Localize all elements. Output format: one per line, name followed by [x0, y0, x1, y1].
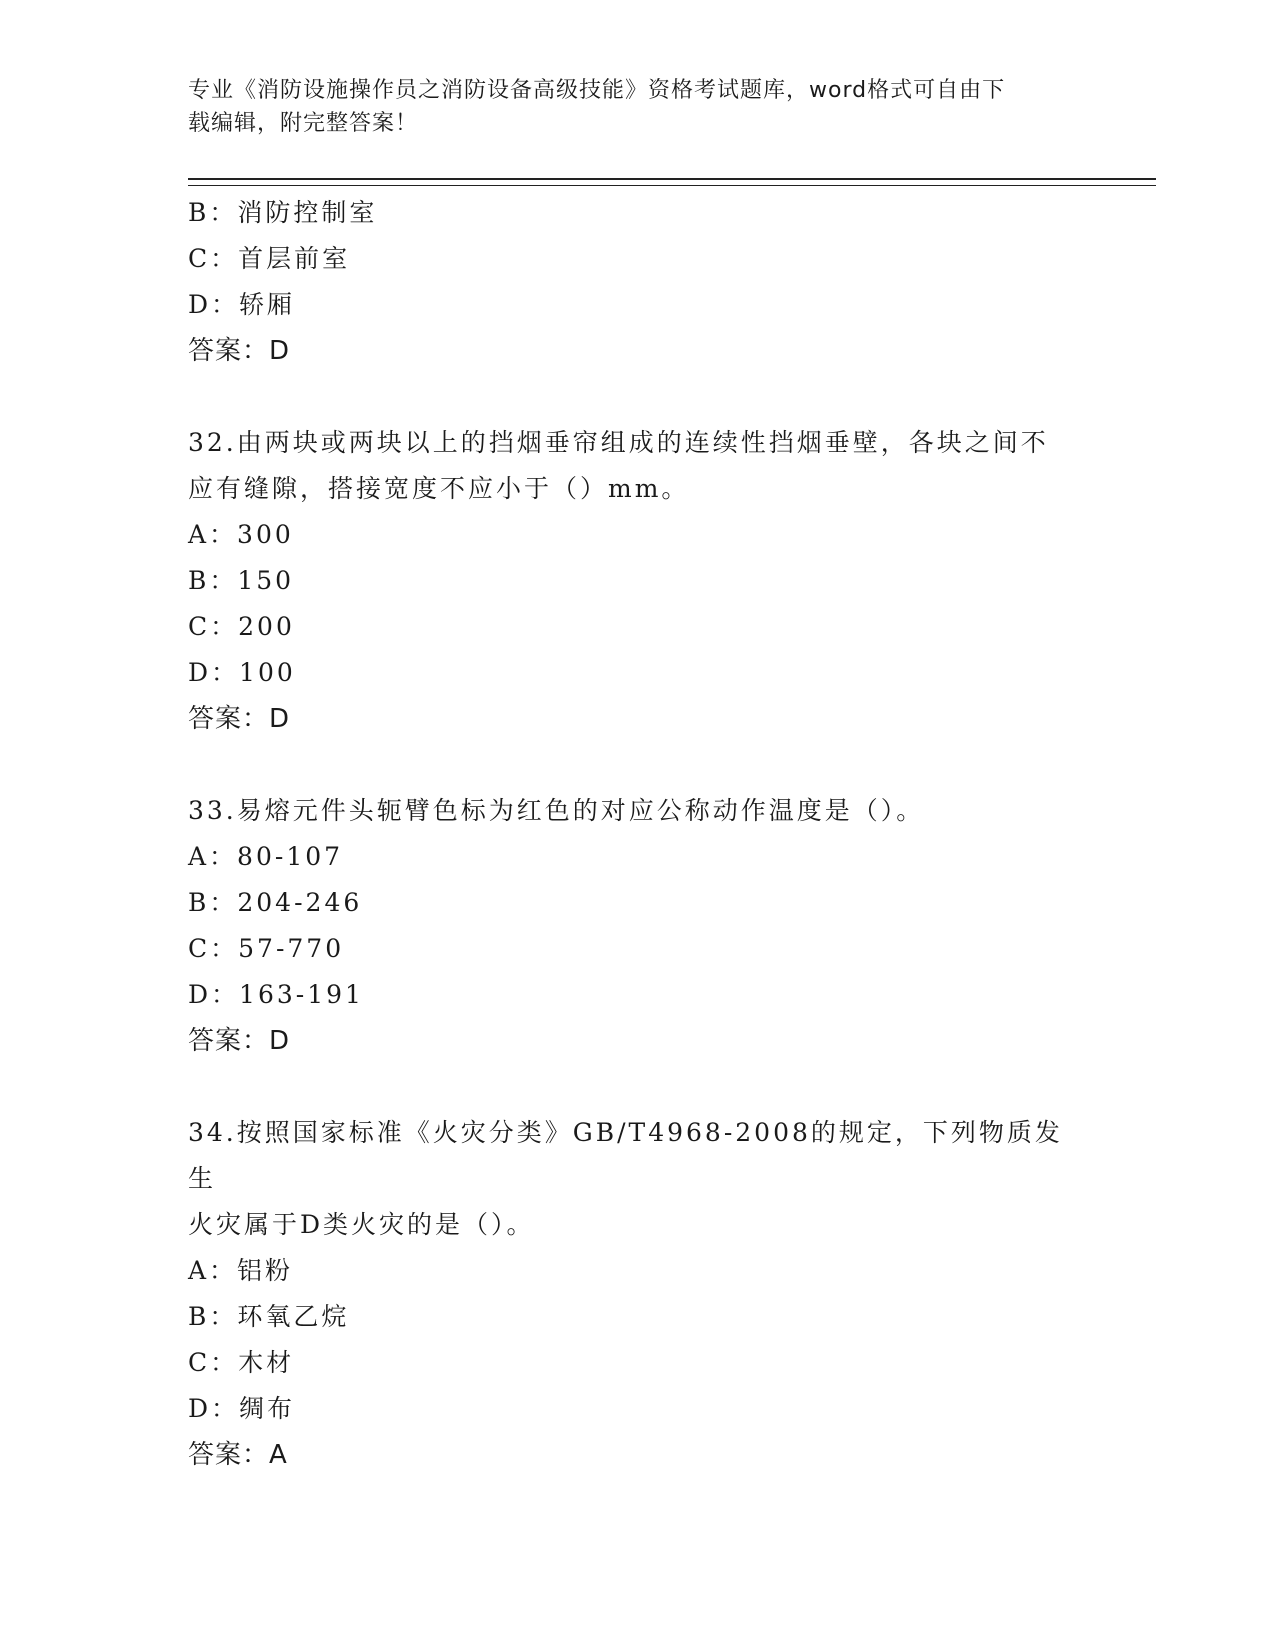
header-line-2: 载编辑，附完整答案！: [188, 111, 419, 136]
question-list: [188, 190, 1088, 1524]
question-text-line-1: 33.易熔元件头轭臂色标为红色的对应公称动作温度是（）。: [188, 796, 925, 825]
option-c: C：200: [188, 612, 295, 641]
option-d: D：绸布: [188, 1394, 296, 1423]
option-d: D：163-191: [188, 980, 364, 1009]
question-text-line-2: 应有缝隙，搭接宽度不应小于（）mm。: [188, 474, 690, 503]
question-text-line-1: 32.由两块或两块以上的挡烟垂帘组成的连续性挡烟垂壁，各块之间不: [188, 428, 1049, 457]
question-block-32: [188, 420, 1088, 742]
option-c: C：首层前室: [188, 244, 351, 273]
question-text-line-1: 34.按照国家标准《火灾分类》GB/T4968-2008的规定，下列物质发生: [188, 1118, 1063, 1193]
answer-text: 答案：D: [188, 1026, 291, 1056]
option-a: A：300: [188, 520, 294, 549]
option-b: B：环氧乙烷: [188, 1302, 350, 1331]
header-divider: [188, 178, 1156, 186]
question-text-line-2: 火灾属于D类火灾的是（）。: [188, 1210, 535, 1239]
answer-text: 答案：A: [188, 1440, 288, 1470]
answer-text: 答案：D: [188, 336, 291, 366]
question-block-34: [188, 1110, 1088, 1478]
option-b: B：204-246: [188, 888, 363, 917]
option-a: A：80-107: [188, 842, 344, 871]
option-d: D：轿厢: [188, 290, 296, 319]
question-block-31: [188, 190, 1088, 374]
option-a: A：铝粉: [188, 1256, 294, 1285]
option-c: C：木材: [188, 1348, 295, 1377]
answer-text: 答案：D: [188, 704, 291, 734]
option-b: B：150: [188, 566, 295, 595]
document-header: [188, 74, 1068, 140]
header-line-1: 专业《消防设施操作员之消防设备高级技能》资格考试题库，word格式可自由下: [188, 78, 1006, 103]
option-c: C：57-770: [188, 934, 345, 963]
option-d: D：100: [188, 658, 296, 687]
option-b: B：消防控制室: [188, 198, 378, 227]
question-block-33: [188, 788, 1088, 1064]
